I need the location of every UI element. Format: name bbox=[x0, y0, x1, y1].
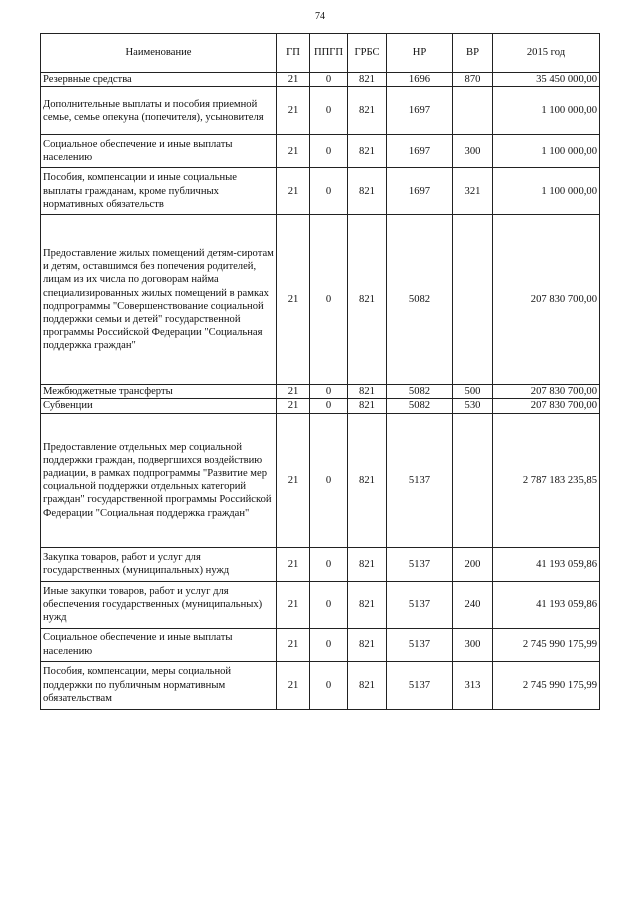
row-gp: 21 bbox=[277, 168, 310, 215]
row-vr: 530 bbox=[453, 399, 493, 413]
row-grbs: 821 bbox=[348, 413, 387, 547]
row-grbs: 821 bbox=[348, 581, 387, 628]
row-amount: 207 830 700,00 bbox=[493, 399, 600, 413]
row-pgp: 0 bbox=[310, 661, 348, 709]
row-vr bbox=[453, 87, 493, 135]
header-name: Наименование bbox=[41, 34, 277, 73]
row-grbs: 821 bbox=[348, 87, 387, 135]
row-amount: 207 830 700,00 bbox=[493, 385, 600, 399]
row-np: 1697 bbox=[387, 135, 453, 168]
row-grbs: 821 bbox=[348, 547, 387, 581]
row-pgp: 0 bbox=[310, 413, 348, 547]
table-header-row bbox=[41, 34, 600, 73]
page-number: 74 bbox=[315, 11, 325, 22]
row-name: Межбюджетные трансферты bbox=[41, 385, 277, 399]
row-amount: 2 745 990 175,99 bbox=[493, 661, 600, 709]
header-gp: ГП bbox=[277, 34, 310, 73]
row-pgp: 0 bbox=[310, 399, 348, 413]
row-amount: 207 830 700,00 bbox=[493, 215, 600, 385]
table-row bbox=[41, 385, 600, 399]
row-pgp: 0 bbox=[310, 385, 348, 399]
row-gp: 21 bbox=[277, 87, 310, 135]
row-name: Пособия, компенсации, меры социальной поддержки по публичным нормативным обязательствам bbox=[41, 661, 277, 709]
row-vr: 321 bbox=[453, 168, 493, 215]
row-grbs: 821 bbox=[348, 661, 387, 709]
row-np: 5082 bbox=[387, 385, 453, 399]
row-amount: 41 193 059,86 bbox=[493, 547, 600, 581]
row-vr: 313 bbox=[453, 661, 493, 709]
budget-table bbox=[40, 33, 600, 710]
table-row bbox=[41, 215, 600, 385]
row-pgp: 0 bbox=[310, 73, 348, 87]
row-pgp: 0 bbox=[310, 547, 348, 581]
row-name: Резервные средства bbox=[41, 73, 277, 87]
row-gp: 21 bbox=[277, 215, 310, 385]
row-name: Предоставление жилых помещений детям-сиротам и детям, оставшимся без попечения родителей, лицам из их числа по договорам найма специализированных жилых помещений в рамках подпрограммы "Совершенствование социальной поддержки семьи и детей" государственной программы Российской Федерации "Социальная поддержка граждан" bbox=[41, 215, 277, 385]
table-row bbox=[41, 87, 600, 135]
row-pgp: 0 bbox=[310, 215, 348, 385]
row-amount: 1 100 000,00 bbox=[493, 87, 600, 135]
row-amount: 1 100 000,00 bbox=[493, 168, 600, 215]
row-grbs: 821 bbox=[348, 628, 387, 661]
row-pgp: 0 bbox=[310, 581, 348, 628]
row-vr bbox=[453, 413, 493, 547]
row-pgp: 0 bbox=[310, 87, 348, 135]
table-row bbox=[41, 661, 600, 709]
table-row bbox=[41, 547, 600, 581]
row-amount: 2 745 990 175,99 bbox=[493, 628, 600, 661]
row-name: Закупка товаров, работ и услуг для государственных (муниципальных) нужд bbox=[41, 547, 277, 581]
row-pgp: 0 bbox=[310, 168, 348, 215]
row-pgp: 0 bbox=[310, 135, 348, 168]
row-name: Социальное обеспечение и иные выплаты населению bbox=[41, 135, 277, 168]
row-gp: 21 bbox=[277, 73, 310, 87]
row-gp: 21 bbox=[277, 399, 310, 413]
row-np: 5137 bbox=[387, 661, 453, 709]
row-amount: 1 100 000,00 bbox=[493, 135, 600, 168]
row-gp: 21 bbox=[277, 135, 310, 168]
row-gp: 21 bbox=[277, 413, 310, 547]
row-amount: 41 193 059,86 bbox=[493, 581, 600, 628]
table-row bbox=[41, 73, 600, 87]
row-grbs: 821 bbox=[348, 215, 387, 385]
row-vr: 200 bbox=[453, 547, 493, 581]
row-grbs: 821 bbox=[348, 73, 387, 87]
header-year: 2015 год bbox=[493, 34, 600, 73]
row-grbs: 821 bbox=[348, 168, 387, 215]
row-vr: 300 bbox=[453, 628, 493, 661]
row-vr: 500 bbox=[453, 385, 493, 399]
row-name: Иные закупки товаров, работ и услуг для обеспечения государственных (муниципальных) нужд bbox=[41, 581, 277, 628]
row-np: 5137 bbox=[387, 547, 453, 581]
row-np: 5137 bbox=[387, 581, 453, 628]
row-vr: 300 bbox=[453, 135, 493, 168]
row-name: Социальное обеспечение и иные выплаты населению bbox=[41, 628, 277, 661]
row-np: 5137 bbox=[387, 413, 453, 547]
row-np: 5137 bbox=[387, 628, 453, 661]
header-vr: ВР bbox=[453, 34, 493, 73]
row-name: Субвенции bbox=[41, 399, 277, 413]
table-row bbox=[41, 135, 600, 168]
row-gp: 21 bbox=[277, 581, 310, 628]
table-row bbox=[41, 168, 600, 215]
row-gp: 21 bbox=[277, 628, 310, 661]
row-amount: 35 450 000,00 bbox=[493, 73, 600, 87]
row-np: 5082 bbox=[387, 399, 453, 413]
header-grbs: ГРБС bbox=[348, 34, 387, 73]
row-name: Пособия, компенсации и иные социальные выплаты гражданам, кроме публичных нормативных обязательств bbox=[41, 168, 277, 215]
header-np: НР bbox=[387, 34, 453, 73]
row-gp: 21 bbox=[277, 661, 310, 709]
table-row bbox=[41, 628, 600, 661]
row-np: 1696 bbox=[387, 73, 453, 87]
row-np: 1697 bbox=[387, 168, 453, 215]
header-pgp: ППГП bbox=[310, 34, 348, 73]
row-pgp: 0 bbox=[310, 628, 348, 661]
row-np: 5082 bbox=[387, 215, 453, 385]
row-grbs: 821 bbox=[348, 399, 387, 413]
row-np: 1697 bbox=[387, 87, 453, 135]
row-name: Дополнительные выплаты и пособия приемной семье, семье опекуна (попечителя), усыновителя bbox=[41, 87, 277, 135]
row-gp: 21 bbox=[277, 385, 310, 399]
row-vr: 870 bbox=[453, 73, 493, 87]
row-vr: 240 bbox=[453, 581, 493, 628]
row-grbs: 821 bbox=[348, 135, 387, 168]
row-grbs: 821 bbox=[348, 385, 387, 399]
table-row bbox=[41, 581, 600, 628]
row-amount: 2 787 183 235,85 bbox=[493, 413, 600, 547]
row-name: Предоставление отдельных мер социальной поддержки граждан, подвергшихся воздействию радиации, в рамках подпрограммы "Развитие мер социальной поддержки отдельных категорий граждан" государственной программы Российской Федерации "Социальная поддержка граждан" bbox=[41, 413, 277, 547]
row-gp: 21 bbox=[277, 547, 310, 581]
table-row bbox=[41, 413, 600, 547]
row-vr bbox=[453, 215, 493, 385]
table-row bbox=[41, 399, 600, 413]
